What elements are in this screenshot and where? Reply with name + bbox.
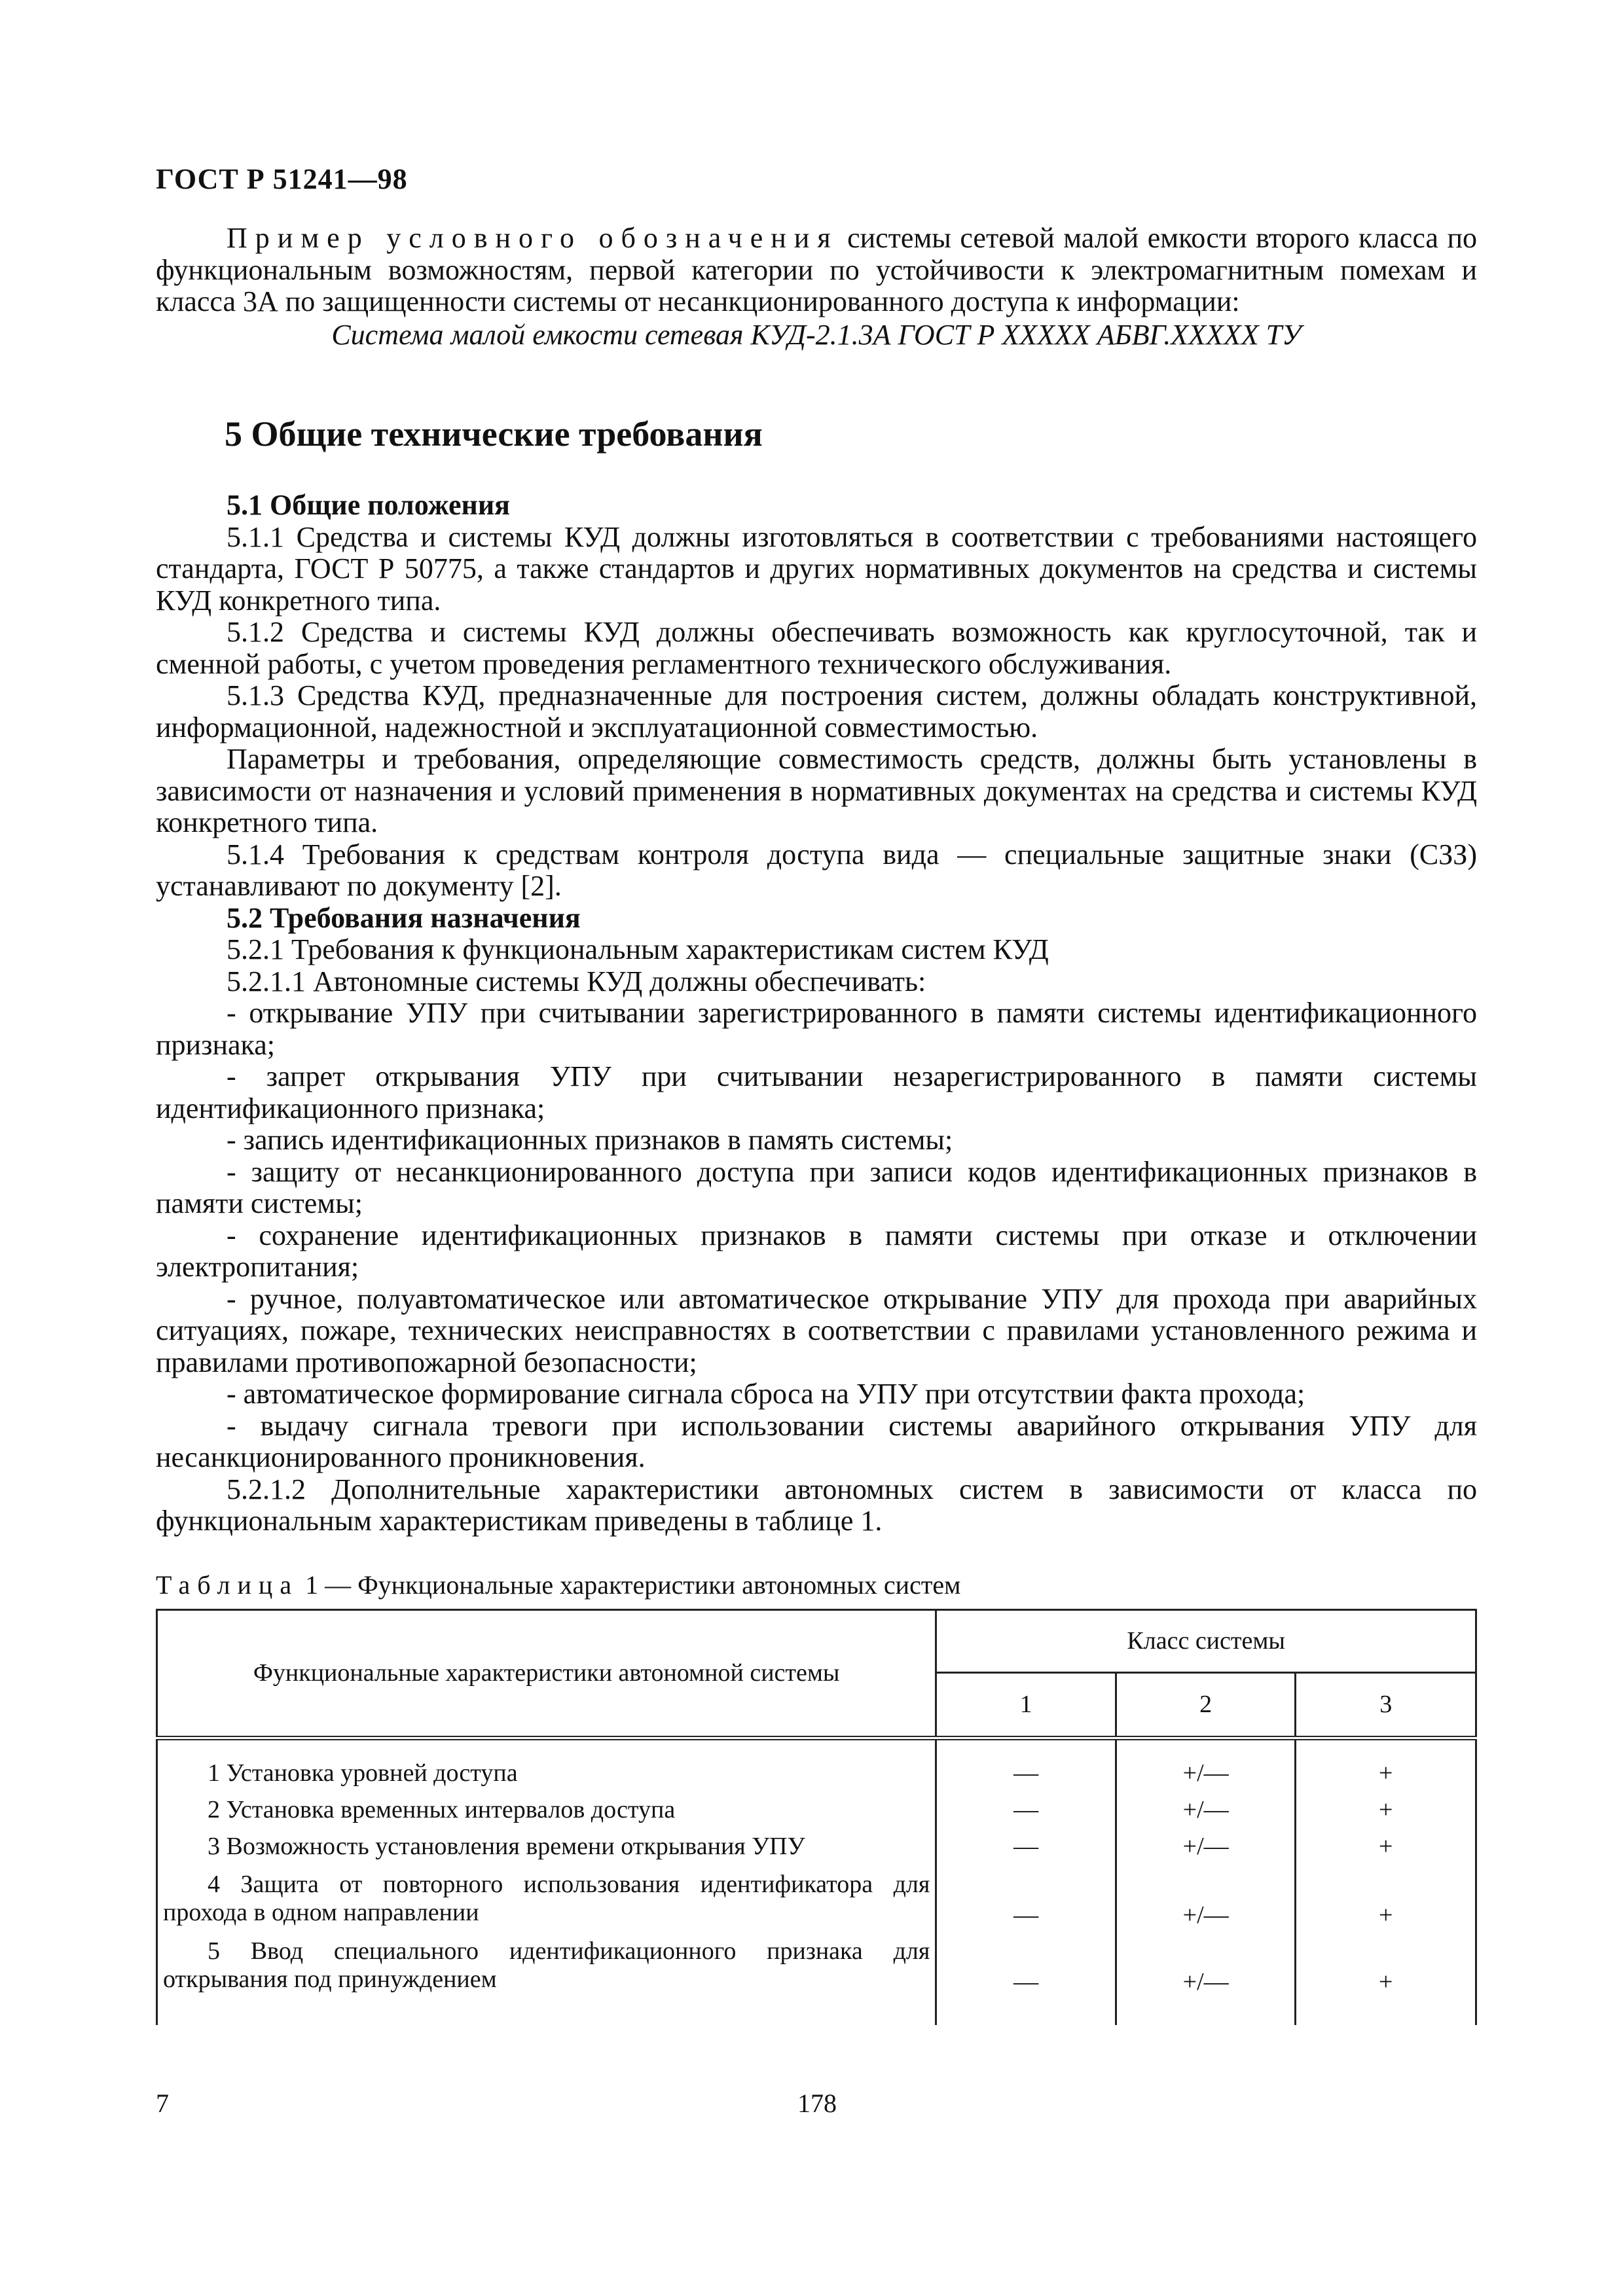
subsection-5-1-title: 5.1 Общие положения xyxy=(227,489,510,521)
table-1 xyxy=(156,1609,1477,2025)
row-text: 3 Возможность установления времени открывания УПУ xyxy=(208,1833,805,1860)
table-header-class-3: 3 xyxy=(1296,1673,1476,1738)
example-spaced-label: Пример условного обозначения xyxy=(227,222,839,254)
table-row xyxy=(157,1792,1476,1829)
table-row xyxy=(157,1829,1476,1865)
list-item: - запрет открывания УПУ при считывании незарегистрированного в памяти системы идентификационного признака; xyxy=(156,1060,1477,1124)
section-5-body xyxy=(156,490,1477,1537)
row-cell-class-2: +/— xyxy=(1116,1829,1296,1865)
table-header-class: Класс системы xyxy=(936,1610,1476,1673)
paragraph-5-1-3: 5.1.3 Средства КУД, предназначенные для построения систем, должны обладать конструктивной, информационной, надежностной и эксплуатационной совместимостью. xyxy=(156,679,1477,744)
paragraph-5-2-1-2: 5.2.1.2 Дополнительные характеристики автономных систем в зависимости от класса по функциональным характеристикам приведены в таблице 1. xyxy=(156,1473,1477,1537)
row-cell-class-3: + xyxy=(1296,1755,1476,1792)
document-header: ГОСТ Р 51241—98 xyxy=(156,163,408,195)
paragraph-5-1-3-cont: Параметры и требования, определяющие совместимость средств, должны быть установлены в зависимости от назначения и условий применения в нормативных документах на средства и системы КУД конкретного типа. xyxy=(156,743,1477,838)
row-cell-class-2: +/— xyxy=(1116,1865,1296,1932)
page-footer-left: 7 xyxy=(156,2089,169,2118)
list-item: - запись идентификационных признаков в память системы; xyxy=(227,1124,953,1156)
example-text: системы сетевой малой емкости второго класса по функциональным возможностям, первой категории по устойчивости к электромагнитным помехам и класса 3А по защищенности системы от несанкционированного доступа к информации: xyxy=(156,222,1477,317)
table-caption-text: 1 — Функциональные характеристики автономных систем xyxy=(299,1570,961,1600)
paragraph-5-1-4: 5.1.4 Требования к средствам контроля доступа вида — специальные защитные знаки (СЗЗ) устанавливают по документу [2]. xyxy=(156,838,1477,902)
row-cell-class-3: + xyxy=(1296,1932,1476,1999)
paragraph-5-1-2: 5.1.2 Средства и системы КУД должны обеспечивать возможность как круглосуточной, так и сменной работы, с учетом проведения регламентного технического обслуживания. xyxy=(156,616,1477,680)
paragraph-5-1-1: 5.1.1 Средства и системы КУД должны изготовляться в соответствии с требованиями настоящего стандарта, ГОСТ Р 50775, а также стандартов и других нормативных документов на средства и системы КУД конкретного типа. xyxy=(156,520,1477,617)
row-text: 5 Ввод специального идентификационного признака для открывания под принуждением xyxy=(163,1937,930,1993)
row-cell-class-1: — xyxy=(936,1865,1116,1932)
table-caption xyxy=(156,1570,960,1600)
row-text: 1 Установка уровней доступа xyxy=(208,1759,518,1787)
section-title: 5 Общие технические требования xyxy=(225,414,763,454)
list-item: - защиту от несанкционированного доступа при записи кодов идентификационных признаков в памяти системы; xyxy=(156,1155,1477,1219)
example-paragraph xyxy=(156,223,1477,318)
table-row xyxy=(157,1932,1476,1999)
row-text: 4 Защита от повторного использования идентификатора для прохода в одном направлении xyxy=(163,1870,930,1926)
row-cell-class-2: +/— xyxy=(1116,1792,1296,1829)
table-row xyxy=(157,1865,1476,1932)
row-text: 2 Установка временных интервалов доступа xyxy=(208,1796,676,1823)
row-cell-class-2: +/— xyxy=(1116,1755,1296,1792)
example-block xyxy=(156,223,1477,351)
table-header-class-1: 1 xyxy=(936,1673,1116,1738)
list-item: - сохранение идентификационных признаков в памяти системы при отказе и отключении электропитания; xyxy=(156,1219,1477,1283)
table-row xyxy=(157,1755,1476,1792)
subsection-5-2-title: 5.2 Требования назначения xyxy=(227,901,581,934)
paragraph-5-2-1: 5.2.1 Требования к функциональным характеристикам систем КУД xyxy=(227,933,1049,965)
row-cell-class-1: — xyxy=(936,1932,1116,1999)
table-header-characteristics: Функциональные характеристики автономной системы xyxy=(157,1610,936,1738)
row-cell-class-3: + xyxy=(1296,1829,1476,1865)
table-caption-label: Таблица xyxy=(156,1570,299,1600)
list-item: - ручное, полуавтоматическое или автоматическое открывание УПУ для прохода при аварийных ситуациях, пожаре, технических неисправностях в соответствии с правилами установленного режима и правилами противопожарной безопасности; xyxy=(156,1282,1477,1378)
row-cell-class-1: — xyxy=(936,1755,1116,1792)
row-cell-class-1: — xyxy=(936,1792,1116,1829)
example-designation: Система малой емкости сетевая КУД-2.1.3А ГОСТ Р ХХХХХ АБВГ.ХХХХХ ТУ xyxy=(331,318,1302,351)
page-number: 178 xyxy=(797,2089,837,2118)
document-page xyxy=(156,0,1477,2296)
list-item: - выдачу сигнала тревоги при использовании системы аварийного открывания УПУ для несанкционированного проникновения. xyxy=(156,1409,1477,1473)
row-cell-class-3: + xyxy=(1296,1865,1476,1932)
list-item: - открывание УПУ при считывании зарегистрированного в памяти системы идентификационного признака; xyxy=(156,997,1477,1061)
list-item: - автоматическое формирование сигнала сброса на УПУ при отсутствии факта прохода; xyxy=(227,1378,1305,1410)
row-cell-class-3: + xyxy=(1296,1792,1476,1829)
row-cell-class-2: +/— xyxy=(1116,1932,1296,1999)
paragraph-5-2-1-1: 5.2.1.1 Автономные системы КУД должны обеспечивать: xyxy=(227,965,926,997)
row-cell-class-1: — xyxy=(936,1829,1116,1865)
table-header-class-2: 2 xyxy=(1116,1673,1296,1738)
